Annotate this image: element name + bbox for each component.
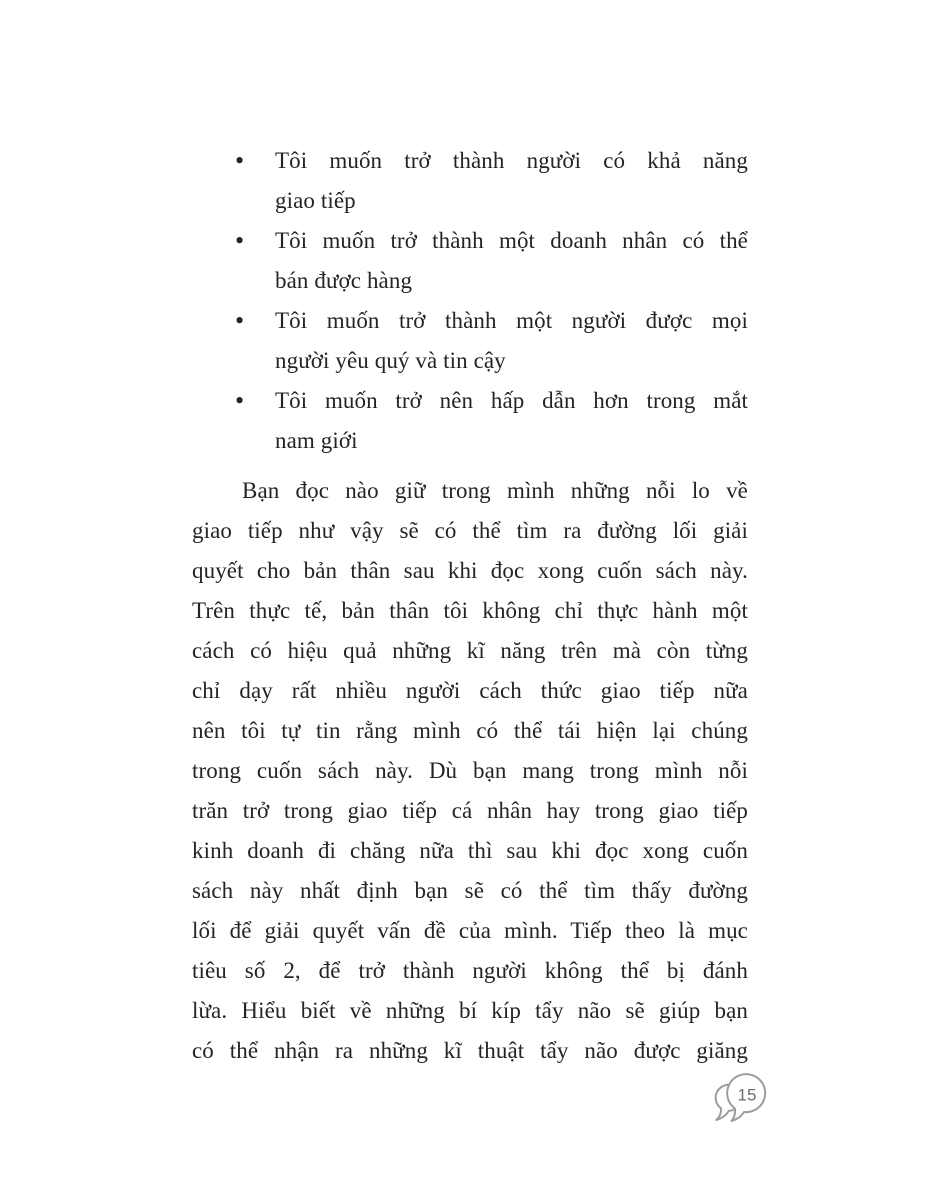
text-line: tiêu số 2, để trở thành người không thể bị đánh bbox=[192, 958, 748, 983]
text-line: Trên thực tế, bản thân tôi không chỉ thực hành một bbox=[192, 598, 748, 623]
text-line: có thể nhận ra những kĩ thuật tẩy não được giăng bbox=[192, 1038, 748, 1063]
text-line: nam giới bbox=[275, 428, 358, 453]
bullet-marker: • bbox=[235, 306, 245, 335]
text-line: lừa. Hiểu biết về những bí kíp tẩy não sẽ giúp bạn bbox=[192, 998, 748, 1023]
text-line: người yêu quý và tin cậy bbox=[275, 348, 506, 373]
bullet-text bbox=[275, 141, 748, 221]
bullet-marker: • bbox=[235, 226, 245, 255]
bullet-list bbox=[235, 141, 748, 461]
text-line: kinh doanh đi chăng nữa thì sau khi đọc xong cuốn bbox=[192, 838, 748, 863]
bullet-marker: • bbox=[235, 386, 245, 415]
bullet-item bbox=[235, 301, 748, 381]
text-line: lối để giải quyết vấn đề của mình. Tiếp theo là mục bbox=[192, 918, 748, 943]
text-line: giao tiếp bbox=[275, 188, 356, 213]
bullet-item bbox=[235, 381, 748, 461]
bullet-text bbox=[275, 301, 748, 381]
bullet-item bbox=[235, 141, 748, 221]
text-line: trong cuốn sách này. Dù bạn mang trong mình nỗi bbox=[192, 758, 748, 783]
text-line: cách có hiệu quả những kĩ năng trên mà còn từng bbox=[192, 638, 748, 663]
text-line: Tôi muốn trở nên hấp dẫn hơn trong mắt bbox=[275, 388, 748, 413]
text-line: Tôi muốn trở thành một doanh nhân có thể bbox=[275, 228, 748, 253]
text-line: Tôi muốn trở thành một người được mọi bbox=[275, 308, 748, 333]
text-line: Tôi muốn trở thành người có khả năng bbox=[275, 148, 748, 173]
bullet-text bbox=[275, 381, 748, 461]
text-line: bán được hàng bbox=[275, 268, 413, 293]
text-line: sách này nhất định bạn sẽ có thể tìm thấy đường bbox=[192, 878, 748, 903]
body-paragraph bbox=[192, 471, 748, 1071]
bullet-marker: • bbox=[235, 146, 245, 175]
bullet-text bbox=[275, 221, 748, 301]
text-line: nên tôi tự tin rằng mình có thể tái hiện lại chúng bbox=[192, 718, 748, 743]
bullet-item bbox=[235, 221, 748, 301]
text-line: chỉ dạy rất nhiều người cách thức giao tiếp nữa bbox=[192, 678, 748, 703]
text-line: quyết cho bản thân sau khi đọc xong cuốn sách này. bbox=[192, 558, 748, 583]
speech-bubbles-icon bbox=[712, 1072, 770, 1124]
text-line: Bạn đọc nào giữ trong mình những nỗi lo về bbox=[242, 478, 748, 503]
page-number: 15 bbox=[737, 1085, 757, 1105]
text-line: giao tiếp như vậy sẽ có thể tìm ra đường lối giải bbox=[192, 518, 748, 543]
text-line: trăn trở trong giao tiếp cá nhân hay trong giao tiếp bbox=[192, 798, 748, 823]
page-number-badge bbox=[712, 1072, 770, 1124]
